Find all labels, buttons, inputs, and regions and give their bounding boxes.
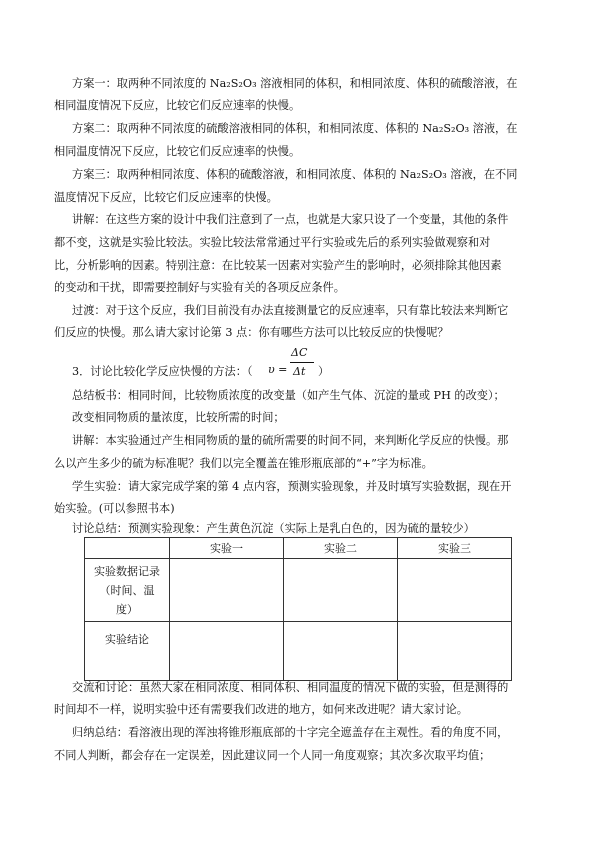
discussion-summary: 讨论总结：预测实验现象：产生黄色沉淀（实际上是乳白色的，因为硫的量较少） [72, 522, 475, 535]
formula-denominator: Δt [293, 365, 306, 378]
table-row-label-data [85, 559, 170, 622]
formula-lhs: υ = [268, 363, 288, 376]
student-exp-line-1: 学生实验：请大家完成学案的第 4 点内容，预测实验现象，并及时填写实验数据，现在开 [72, 480, 512, 493]
table-header-exp2: 实验二 [284, 538, 398, 559]
method-heading-close: ） [318, 365, 330, 378]
student-exp-line-2: 始实验。(可以参照书本) [54, 502, 175, 515]
scheme-2-line-1: 方案二：取两种不同浓度的硫酸溶液相同的体积，和相同浓度、体积的 Na₂S₂O₃ 溶液，在 [72, 122, 518, 135]
explain-2-line-2: 么以产生多少的硫为标准呢？我们以完全覆盖在锥形瓶底部的“+”字为标准。 [54, 457, 433, 470]
explain-1-line-4: 的变动和干扰，即需要控制好与实验有关的各项反应条件。 [54, 281, 345, 294]
explain-1-line-3: 比，分析影响的因素。特别注意：在比较某一因素对实验产生的影响时，必须排除其他因素 [54, 259, 502, 272]
table-row-label-conclusion: 实验结论 [85, 622, 170, 681]
row-label-line: 实验数据记录 [94, 564, 160, 578]
summary-line-1: 总结板书：相同时间，比较物质浓度的改变量（如产生气体、沉淀的量或 PH 的改变）； [72, 389, 505, 402]
scheme-3-line-1: 方案三：取两种相同浓度、体积的硫酸溶液，和相同浓度、体积的 Na₂S₂O₃ 溶液，在不同 [72, 168, 518, 181]
exchange-line-1: 交流和讨论：虽然大家在相同浓度、相同体积、相同温度的情况下做的实验，但是测得的 [72, 681, 509, 694]
table-row [85, 622, 512, 681]
scheme-2-line-2: 相同温度情况下反应，比较它们反应速率的快慢。 [54, 145, 301, 158]
row-label-line: （时间、温 [99, 583, 155, 597]
table-header-corner [85, 538, 170, 559]
table-cell [398, 622, 512, 681]
transition-line-1: 过渡：对于这个反应，我们目前没有办法直接测量它的反应速率，只有靠比较法来判断它 [72, 304, 509, 317]
explain-1-line-1: 讲解：在这些方案的设计中我们注意到了一点，也就是大家只设了一个变量，其他的条件 [72, 213, 509, 226]
table-header-row [85, 538, 512, 559]
scheme-1-line-1: 方案一：取两种不同浓度的 Na₂S₂O₃ 溶液相同的体积，和相同浓度、体积的硫酸溶液，在 [72, 77, 518, 90]
method-heading: 3．讨论比较化学反应快慢的方法：（ [72, 365, 253, 378]
scheme-3-line-2: 温度情况下反应，比较它们反应速率的快慢。 [54, 191, 278, 204]
table-header-exp3: 实验三 [398, 538, 512, 559]
exchange-line-2: 时间却不一样，说明实验中还有需要我们改进的地方，如何来改进呢？请大家讨论。 [54, 703, 468, 716]
formula-numerator: ΔC [291, 346, 308, 359]
row-label-line: 度） [116, 602, 138, 616]
table-cell [170, 622, 284, 681]
table-header-exp1: 实验一 [170, 538, 284, 559]
table-cell [398, 559, 512, 622]
explain-2-line-1: 讲解：本实验通过产生相同物质的量的硫所需要的时间不同，来判断化学反应的快慢。那 [72, 434, 509, 447]
explain-1-line-2: 都不变，这就是实验比较法。实验比较法常常通过平行实验或先后的系列实验做观察和对 [54, 236, 491, 249]
scheme-1-line-2: 相同温度情况下反应，比较它们反应速率的快慢。 [54, 99, 301, 112]
conclusion-line-2: 不同人判断，都会存在一定误差，因此建议同一个人同一角度观察；其次多次取平均值； [54, 749, 491, 762]
table-cell [170, 559, 284, 622]
table-cell [284, 622, 398, 681]
table-row [85, 559, 512, 622]
transition-line-2: 们反应的快慢。那么请大家讨论第 3 点：你有哪些方法可以比较反应的快慢呢？ [54, 326, 449, 339]
conclusion-line-1: 归纳总结：看溶液出现的浑浊将锥形瓶底部的十字完全遮盖存在主观性。看的角度不同， [72, 726, 509, 739]
summary-line-2: 改变相同物质的量浓度，比较所需的时间； [72, 411, 285, 424]
fraction-bar [290, 362, 314, 363]
table-cell [284, 559, 398, 622]
experiment-table [84, 537, 512, 681]
